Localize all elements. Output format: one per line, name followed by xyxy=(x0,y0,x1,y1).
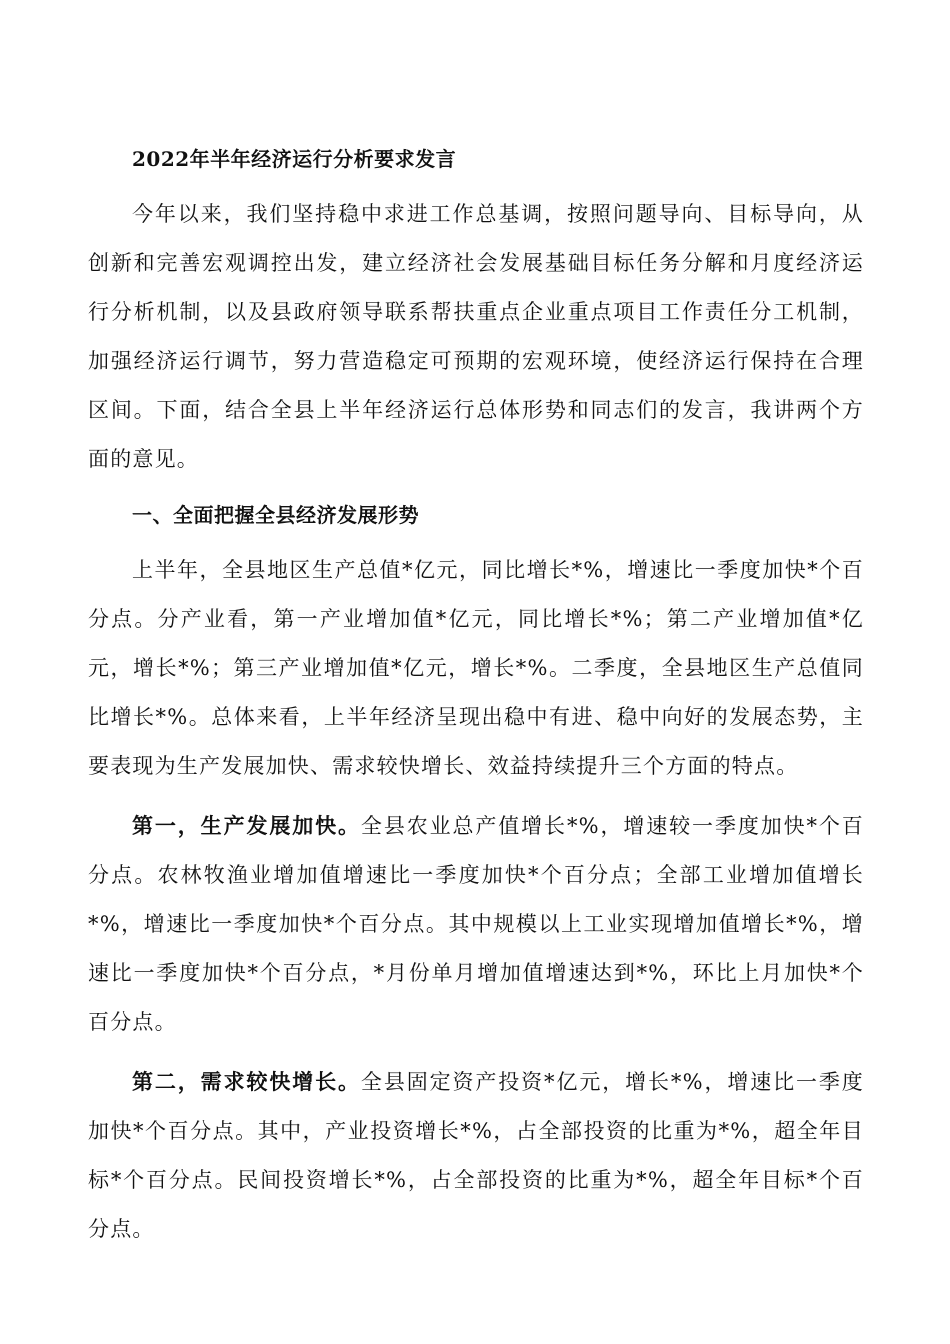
section-heading: 一、全面把握全县经济发展形势 xyxy=(132,503,419,527)
production-text: 全县农业总产值增长*%，增速较一季度加快*个百分点。农林牧渔业增加值增速比一季度加快*个百分点；全部工业增加值增长*%，增速比一季度加快*个百分点。其中规模以上工业实现增加值增长*%，增速比一季度加快*个百分点，*月份单月增加值增速达到*%，环比上月加快*个百分点。 xyxy=(88,814,864,1034)
document-body xyxy=(88,138,864,1264)
demand-text: 全县固定资产投资*亿元，增长*%，增速比一季度加快*个百分点。其中，产业投资增长*%，占全部投资的比重为*%，超全年目标*个百分点。民间投资增长*%，占全部投资的比重为*%，超全年目标*个百分点。 xyxy=(88,1070,864,1241)
production-paragraph xyxy=(88,801,864,1047)
production-lead: 第一，生产发展加快。 xyxy=(132,813,361,838)
intro-paragraph: 今年以来，我们坚持稳中求进工作总基调，按照问题导向、目标导向，从创新和完善宏观调控出发，建立经济社会发展基础目标任务分解和月度经济运行分析机制，以及县政府领导联系帮扶重点企业重点项目工作责任分工机制，加强经济运行调节，努力营造稳定可预期的宏观环境，使经济运行保持在合理区间。下面，结合全县上半年经济运行总体形势和同志们的发言，我讲两个方面的意见。 xyxy=(88,202,864,471)
demand-paragraph xyxy=(88,1057,864,1254)
overview-paragraph: 上半年，全县地区生产总值*亿元，同比增长*%，增速比一季度加快*个百分点。分产业看，第一产业增加值*亿元，同比增长*%；第二产业增加值*亿元，增长*%；第三产业增加值*亿元，增长*%。二季度，全县地区生产总值同比增长*%。总体来看，上半年经济呈现出稳中有进、稳中向好的发展态势，主要表现为生产发展加快、需求较快增长、效益持续提升三个方面的特点。 xyxy=(88,558,864,778)
document-title: 2022年半年经济运行分析要求发言 xyxy=(132,147,457,171)
demand-lead: 第二，需求较快增长。 xyxy=(132,1069,361,1094)
